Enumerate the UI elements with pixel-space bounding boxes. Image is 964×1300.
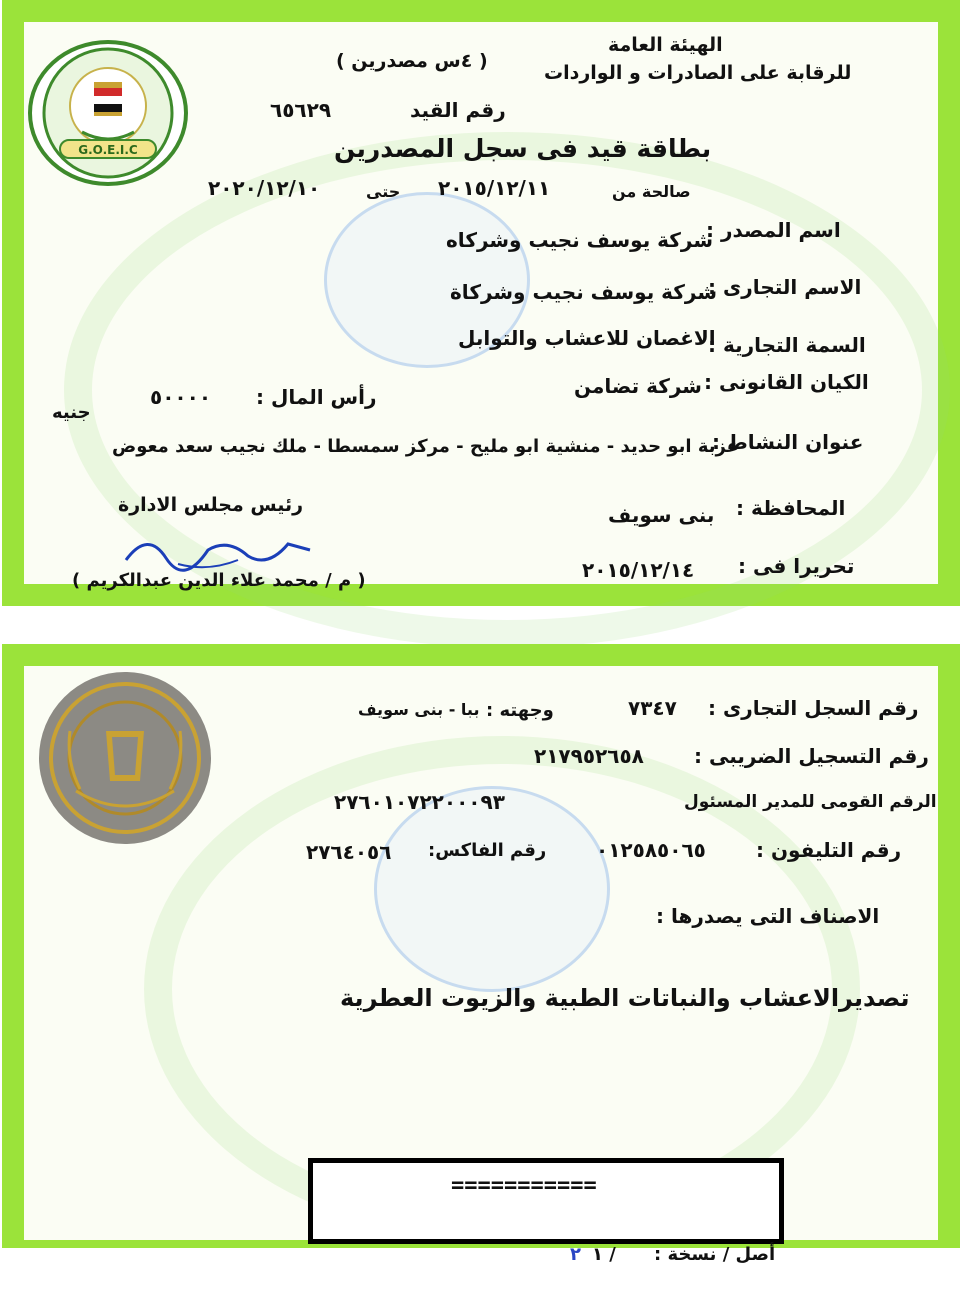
fax-value: ٢٧٦٤٠٥٦ <box>306 840 392 864</box>
exporter-name-label: اسم المصدر : <box>706 218 841 242</box>
governorate-value: بنى سويف <box>608 503 715 527</box>
activity-address-label: عنوان النشاط : <box>712 430 864 454</box>
valid-to-label: حتى <box>366 182 401 201</box>
capital-label: رأس المال : <box>256 385 377 409</box>
reference-box <box>308 1158 784 1244</box>
trademark-label: السمة التجارية : <box>708 333 866 357</box>
authority-name-line2: للرقابة على الصادرات و الواردات <box>544 62 852 84</box>
trade-name-label: الاسم التجارى : <box>708 275 862 299</box>
destination-value: ببا - بنى سويف <box>358 700 480 719</box>
legal-entity-value: شركة تضامن <box>574 374 702 398</box>
capital-currency: جنيه <box>52 402 91 423</box>
fax-label: رقم الفاكس: <box>428 840 547 861</box>
governorate-label: المحافظة : <box>736 496 846 520</box>
watermark-stamp <box>374 786 610 992</box>
copy-number: ١ / <box>592 1244 616 1265</box>
destination-label: وجهته : <box>486 700 554 721</box>
chairman-title: رئيس مجلس الادارة <box>118 494 304 516</box>
registration-number-value: ٦٥٦٢٩ <box>270 98 332 122</box>
copy-handwritten-number: ٢ <box>570 1244 581 1265</box>
issued-date-label: تحريرا فى : <box>738 554 855 578</box>
tax-registration-value: ٢١٧٩٥٢٦٥٨ <box>534 744 644 768</box>
national-id-value: ٢٧٦٠١٠٧٢٢٠٠٠٩٣ <box>334 790 505 814</box>
chairman-name: ( م / محمد علاء الدين عبدالكريم ) <box>72 570 366 591</box>
embossed-gold-seal <box>36 671 214 845</box>
legal-entity-label: الكيان القانونى : <box>704 370 869 394</box>
goeic-emblem <box>28 40 188 186</box>
export-categories-label: الاصناف التى يصدرها : <box>656 904 880 928</box>
card-title: بطاقة قيد فى سجل المصدرين <box>334 134 712 163</box>
reference-box-text: =========== <box>451 1173 597 1198</box>
trademark-value: الاغصان للاعشاب والتوابل <box>458 326 716 350</box>
national-id-label: الرقم القومى للمدير المسئول <box>684 792 937 812</box>
copy-label: أصل / نسخة : <box>654 1244 776 1265</box>
emblem-text: G.O.E.I.C <box>78 143 138 157</box>
export-categories-value: تصديرالاعشاب والنباتات الطبية والزيوت العطرية <box>340 984 910 1012</box>
trade-name-value: شركة يوسف نجيب وشركاة <box>450 280 718 304</box>
authority-name-line1: الهيئة العامة <box>608 34 723 56</box>
exporter-name-value: شركة يوسف نجيب وشركاه <box>446 228 714 252</box>
phone-label: رقم التليفون : <box>756 838 902 862</box>
registration-number-label: رقم القيد <box>410 98 506 122</box>
issued-date-value: ٢٠١٥/١٢/١٤ <box>582 558 695 582</box>
commercial-registry-value: ٧٣٤٧ <box>628 696 677 720</box>
phone-value: ٠١٢٥٨٥٠٦٥ <box>596 838 706 862</box>
capital-value: ٥٠٠٠٠ <box>150 385 212 409</box>
activity-address-value: عزبة ابو حديد - منشية ابو مليح - مركز سمسطا - ملك نجيب سعد معوض <box>112 436 739 457</box>
valid-from-value: ٢٠١٥/١٢/١١ <box>438 176 551 200</box>
form-code: ( ٤س مصدرين ) <box>336 50 488 72</box>
tax-registration-label: رقم التسجيل الضريبى : <box>694 744 929 768</box>
commercial-registry-label: رقم السجل التجارى : <box>708 696 919 720</box>
valid-to-value: ٢٠٢٠/١٢/١٠ <box>208 176 321 200</box>
valid-from-label: صالحة من <box>612 182 691 201</box>
